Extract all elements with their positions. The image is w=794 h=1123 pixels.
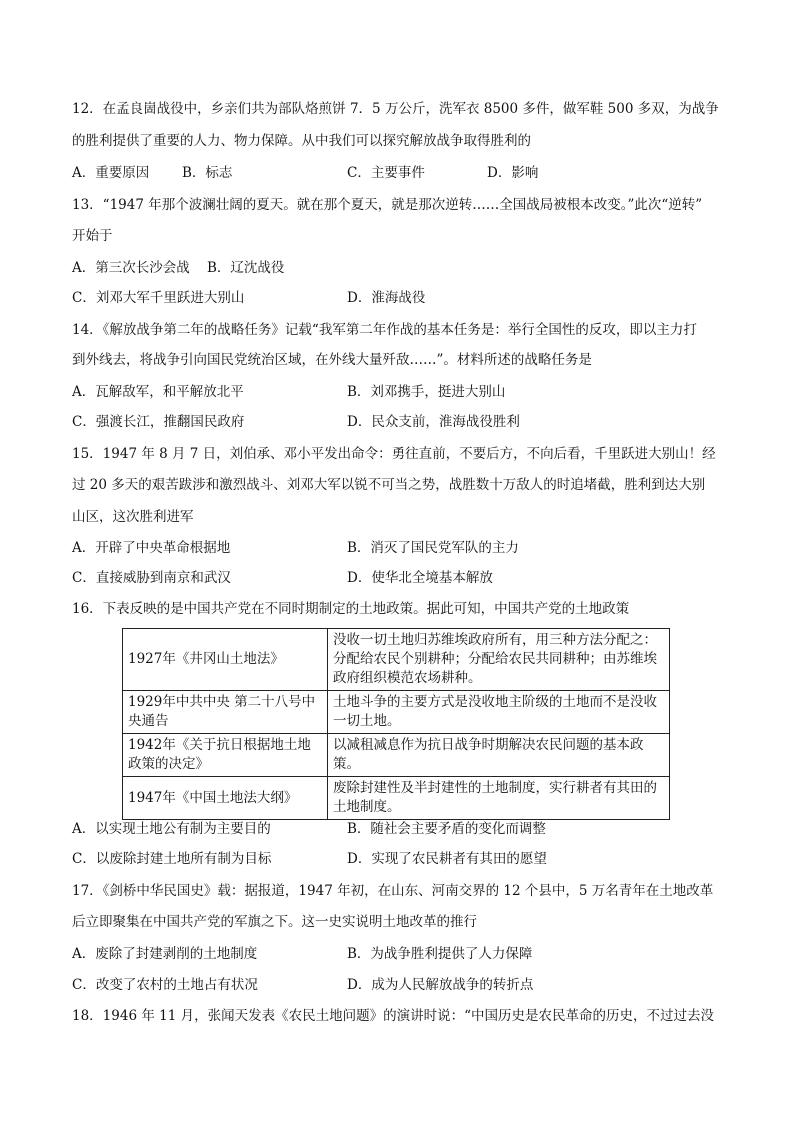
q15-option-a[interactable]: A．开辟了中央革命根据地 xyxy=(72,540,231,556)
table-row xyxy=(123,691,670,734)
q12-option-c[interactable]: C．主要事件 xyxy=(347,165,425,181)
land-policy-table xyxy=(122,628,670,820)
q16-option-d[interactable]: D．实现了农民耕者有其田的愿望 xyxy=(347,851,547,867)
question-17-line-1: 17．《剑桥中华民国史》载：据报道，1947 年初，在山东、河南交界的 12 个县中，5 万名青年在土地改革 xyxy=(72,883,714,899)
table-cell-law: 1927年《井冈山土地法》 xyxy=(123,629,328,691)
q17-option-c[interactable]: C．改变了农村的土地占有状况 xyxy=(72,977,258,993)
q14-option-d[interactable]: D．民众支前，淮海战役胜利 xyxy=(347,414,520,430)
q16-option-c[interactable]: C．以废除封建土地所有制为目标 xyxy=(72,851,272,867)
q16-option-b[interactable]: B．随社会主要矛盾的变化而调整 xyxy=(347,821,546,837)
question-18-line-1: 18．1946 年 11 月，张闻天发表《农民土地问题》的演讲时说：“中国历史是农民革命的历史，不过过去没 xyxy=(72,1008,714,1024)
table-cell-law: 1942年《关于抗日根据地土地政策的决定》 xyxy=(123,734,328,777)
q12-option-d[interactable]: D．影响 xyxy=(487,165,539,181)
q15-option-c[interactable]: C．直接威胁到南京和武汉 xyxy=(72,570,231,586)
q13-option-a[interactable]: A．第三次长沙会战 xyxy=(72,260,190,276)
question-16-line-1: 16．下表反映的是中国共产党在不同时期制定的土地政策。据此可知，中国共产党的土地政策 xyxy=(72,601,630,617)
q13-option-b[interactable]: B．辽沈战役 xyxy=(207,260,285,276)
question-13-line-1: 13．“1947 年那个波澜壮阔的夏天。就在那个夏天，就是那次逆转……全国战局被根本改变。”此次“逆转” xyxy=(72,197,703,213)
table-cell-content: 没收一切土地归苏维埃政府所有，用三种方法分配之：分配给农民个别耕种；分配给农民共同耕种；由苏维埃政府组织模范农场耕种。 xyxy=(328,629,670,691)
question-12-line-1: 12．在孟良崮战役中，乡亲们共为部队烙煎饼 7．5 万公斤，洗军衣 8500 多件，做军鞋 500 多双，为战争 xyxy=(72,101,719,117)
q12-option-b[interactable]: B．标志 xyxy=(182,165,233,181)
table-cell-law: 1929年中共中央 第二十八号中央通告 xyxy=(123,691,328,734)
table-cell-law: 1947年《中国土地法大纲》 xyxy=(123,777,328,820)
question-12-line-2: 的胜利提供了重要的人力、物力保障。从中我们可以探究解放战争取得胜利的 xyxy=(72,133,531,149)
q17-option-a[interactable]: A．废除了封建剥削的土地制度 xyxy=(72,946,258,962)
q14-option-c[interactable]: C．强渡长江，推翻国民政府 xyxy=(72,414,245,430)
table-cell-content: 以减租减息作为抗日战争时期解决农民问题的基本政策。 xyxy=(328,734,670,777)
question-14-line-2: 到外线去，将战争引向国民党统治区域，在外线大量歼敌……”。材料所述的战略任务是 xyxy=(72,352,592,368)
q15-option-b[interactable]: B．消灭了国民党军队的主力 xyxy=(347,540,519,556)
table-cell-content: 废除封建性及半封建性的土地制度，实行耕者有其田的土地制度。 xyxy=(328,777,670,820)
table-row xyxy=(123,777,670,820)
q14-option-b[interactable]: B．刘邓携手，挺进大别山 xyxy=(347,384,506,400)
q13-option-c[interactable]: C．刘邓大军千里跃进大别山 xyxy=(72,290,245,306)
question-14-line-1: 14．《解放战争第二年的战略任务》记载“我军第二年作战的基本任务是：举行全国性的反攻，即以主力打 xyxy=(72,322,697,338)
q15-option-d[interactable]: D．使华北全境基本解放 xyxy=(347,570,493,586)
question-17-line-2: 后立即聚集在中国共产党的军旗之下。这一史实说明土地改革的推行 xyxy=(72,914,477,930)
table-cell-content: 土地斗争的主要方式是没收地主阶级的土地而不是没收一切土地。 xyxy=(328,691,670,734)
table-row xyxy=(123,734,670,777)
table-row xyxy=(123,629,670,691)
q14-option-a[interactable]: A．瓦解敌军，和平解放北平 xyxy=(72,384,244,400)
q17-option-b[interactable]: B．为战争胜利提供了人力保障 xyxy=(347,946,533,962)
question-15-line-1: 15．1947 年 8 月 7 日，刘伯承、邓小平发出命令：勇往直前，不要后方，不向后看，千里跃进大别山！经 xyxy=(72,446,716,462)
q17-option-d[interactable]: D．成为人民解放战争的转折点 xyxy=(347,977,534,993)
question-13-line-2: 开始于 xyxy=(72,228,113,244)
q13-option-d[interactable]: D．淮海战役 xyxy=(347,290,426,306)
question-15-line-3: 山区，这次胜利进军 xyxy=(72,509,194,525)
question-15-line-2: 过 20 多天的艰苦跋涉和激烈战斗、刘邓大军以锐不可当之势，战胜数十万敌人的时追堵截，胜利到达大别 xyxy=(72,477,706,493)
q16-option-a[interactable]: A．以实现土地公有制为主要目的 xyxy=(72,821,271,837)
q12-option-a[interactable]: A．重要原因 xyxy=(72,165,150,181)
